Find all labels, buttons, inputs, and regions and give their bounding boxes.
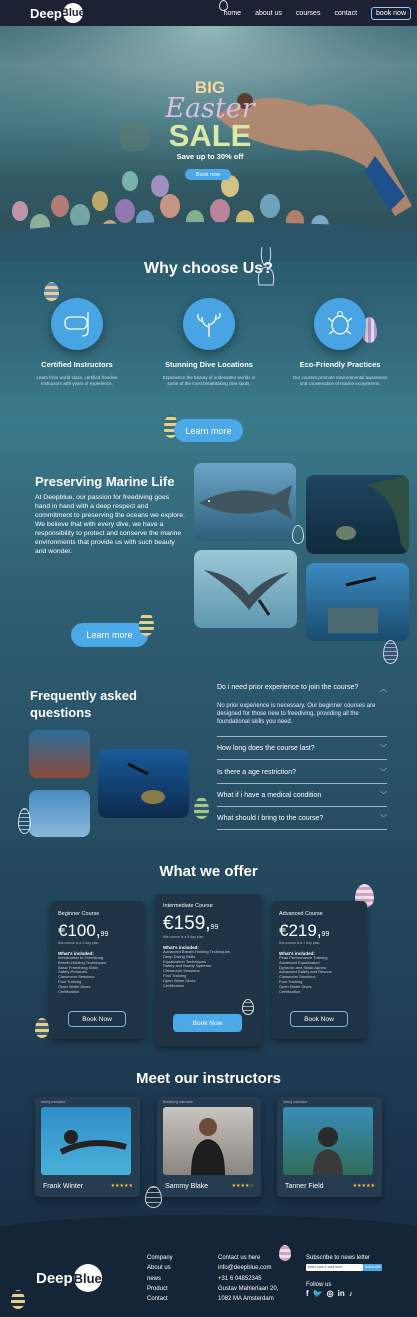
feature-title: Stunning Dive Locations: [165, 360, 253, 369]
faq-item[interactable]: Is there a age restriction? ﹀: [217, 761, 387, 784]
nav-about[interactable]: about us: [255, 9, 282, 17]
hero-subtitle: Save up to 30% off: [176, 152, 244, 161]
feature-desc: Our courses promote environmental awareness and conservation of marine ecosystems.: [292, 375, 388, 386]
instructor-photo: [283, 1107, 373, 1175]
course-card-beginner: Beginner Course €100,99 this course is a 3 day plan What's included: Introduction to Freediving Breath-Holding Techniques Basic Freediving Skills Safety Protocols Classroom Sessions Pool Training Open Water Dives Certification Book Now: [50, 901, 145, 1039]
easter-egg-icon: [145, 1186, 162, 1208]
faq-item[interactable]: How long does the course last? ﹀: [217, 737, 387, 760]
top-nav: [0, 0, 417, 26]
chevron-down-icon: ﹀: [380, 792, 387, 799]
turtle-icon: [314, 298, 366, 350]
easter-egg-icon: [139, 612, 154, 636]
easter-egg-icon: [242, 999, 254, 1015]
nav-home[interactable]: home: [223, 9, 242, 17]
course-items: Peak Performance Training Advanced Equalization Dynamic and Static Apnea Advanced Safety and Rescue Classroom Sessions Pool Training Open Water Dives Certification: [279, 955, 332, 994]
feature-desc: Experience the beauty of underwater worlds in some of the most breathtaking dive spots.: [162, 375, 256, 386]
feature-locations: [159, 298, 259, 386]
nav-courses[interactable]: courses: [295, 9, 321, 17]
instructor-card[interactable]: diving instructor Tanner Field ★★★★★: [277, 1097, 382, 1197]
shipwreck-diver-photo: [306, 563, 409, 641]
turtle-photo: [306, 475, 409, 554]
why-learn-more-button[interactable]: Learn more: [174, 419, 243, 442]
bunny-icon: [256, 245, 278, 287]
easter-egg-icon: [194, 797, 209, 819]
feature-instructors: [27, 298, 127, 386]
rating-stars: ★★★★★: [110, 1183, 133, 1189]
reef-diver-photo: [29, 730, 90, 778]
rating-stars: ★★★★★: [352, 1183, 375, 1189]
faq-title: Frequently asked questions: [30, 688, 137, 720]
marine-learn-more-button[interactable]: Learn more: [71, 623, 148, 647]
feature-eco: [290, 298, 390, 386]
faq-item-open[interactable]: [217, 684, 387, 737]
course-items: Advanced Breath-Holding Techniques Deep Diving Skills Equalization Techniques Safety and Buddy Systems Classroom Sessions Pool Training Open Water Dives Certification: [163, 949, 230, 988]
hero-big: BIG: [194, 78, 226, 97]
chevron-down-icon: ﹀: [380, 815, 387, 822]
linkedin-icon[interactable]: in: [337, 1289, 345, 1298]
why-title: Why choose Us?: [144, 260, 273, 277]
whale-shark-photo: [194, 463, 296, 541]
nav-contact[interactable]: contact: [334, 9, 358, 17]
logo-badge: Blue: [63, 3, 83, 23]
coral-icon: [183, 298, 235, 350]
chevron-down-icon: ﹀: [380, 769, 387, 776]
feature-title: Certified Instructors: [41, 360, 113, 369]
tiktok-icon[interactable]: ♪: [348, 1289, 353, 1298]
price: €219,99: [279, 921, 330, 940]
social-links: [306, 1289, 353, 1298]
easter-egg-icon: [11, 1290, 25, 1309]
logo[interactable]: Deep Blue: [30, 3, 83, 23]
faq-question[interactable]: Do i need prior experience to join the course?: [217, 684, 359, 691]
course-card-advanced: Advanced Course €219,99 this course is a 7 day plan What's included: Peak Performance Training Advanced Equalization Dynamic and Static Apnea Advanced Safety and Rescue Classroom Sessions Pool Training Open Water Dives Certification Book Now: [271, 901, 367, 1039]
easter-egg-icon: [292, 525, 304, 544]
subscribe-button[interactable]: Subscribe: [365, 1265, 381, 1269]
instructor-photo: [41, 1107, 131, 1175]
footer-contact: Contact us here info@deepblue.com +31 6 04852345 Gustav Mahlerlaan 20, 1082 MA Amsterdam: [218, 1255, 279, 1303]
faq-answer: No prior experience is necessary. Our beginner courses are designed for those new to freediving, providing all the foundational skills you need.: [217, 703, 376, 725]
newsletter-email-input[interactable]: enter your e-mail here: [306, 1264, 363, 1271]
feature-title: Eco-Friendly Practices: [299, 360, 381, 369]
easter-egg-icon: [279, 1245, 291, 1261]
follow-us-label: Follow us: [306, 1282, 332, 1288]
facebook-icon[interactable]: f: [306, 1289, 309, 1298]
chevron-down-icon: ﹀: [380, 745, 387, 752]
course-card-intermediate: Intermediate Course €159,99 this course is a 5 day plan What's included: Advanced Breath-Holding Techniques Deep Diving Skills Equalization Techniques Safety and Buddy Systems Classroom Sessions Pool Training Open Water Dives Certification Book Now: [155, 894, 262, 1046]
wreck-diver-photo: [29, 790, 90, 837]
feature-desc: Learn from world-class, certified freedive instructors with years of experience.: [36, 375, 118, 386]
instructor-card[interactable]: Breathing instructor Sammy Blake ★★★★☆: [157, 1097, 261, 1197]
manta-ray-photo: [194, 550, 297, 628]
easter-egg-icon: [18, 808, 31, 834]
faq-item[interactable]: What if i have a medical condition ﹀: [217, 784, 387, 807]
turtle-diver-photo: [98, 749, 189, 818]
instructor-card[interactable]: diving instructor Frank Winter ★★★★★: [35, 1097, 140, 1197]
rating-stars: ★★★★☆: [231, 1183, 254, 1189]
marine-body: At Deepblue, our passion for freediving goes hand in hand with a deep respect and commitment to preserving the oceans we explore. We believe that with every dive, we have a responsibility to protect and conserve the marine environments that provide us with such beauty and wonder.: [35, 494, 185, 555]
hero-easter: Easter: [165, 93, 255, 124]
book-now-button[interactable]: Book Now: [173, 1014, 242, 1032]
easter-egg-icon: [383, 640, 398, 664]
book-now-button[interactable]: Book Now: [290, 1011, 348, 1027]
instructors-title: Meet our instructors: [135, 1070, 282, 1087]
price: €100,99: [58, 921, 109, 940]
marine-title: Preserving Marine Life: [35, 474, 175, 489]
snorkel-mask-icon: [51, 298, 103, 350]
instagram-icon[interactable]: ◎: [326, 1289, 334, 1298]
hero-book-button[interactable]: Book now: [185, 169, 231, 180]
footer-company-links: Company About us news Product Contact: [147, 1255, 173, 1303]
book-now-button[interactable]: Book Now: [68, 1011, 126, 1027]
course-items: Introduction to Freediving Breath-Holding Techniques Basic Freediving Skills Safety Protocols Classroom Sessions Pool Training Open Water Dives Certification: [58, 955, 106, 994]
footer-newsletter: Subscribe to news letter: [306, 1255, 371, 1261]
instructor-photo: [163, 1107, 253, 1175]
footer-logo[interactable]: Deep Blue: [36, 1264, 102, 1292]
hero-sale: SALE: [168, 118, 252, 153]
hero-banner: [0, 26, 417, 246]
offer-title: What we offer: [159, 863, 258, 880]
price: €159,99: [163, 913, 219, 934]
nav-book-button[interactable]: book now: [371, 7, 411, 20]
faq-item[interactable]: What should i bring to the course? ﹀: [217, 807, 387, 830]
hero-wave: [0, 222, 417, 262]
chevron-up-icon[interactable]: ︿: [380, 686, 387, 693]
easter-egg-icon: [35, 1018, 49, 1038]
easter-egg-icon: [219, 0, 228, 11]
twitter-icon[interactable]: 🐦: [312, 1289, 323, 1298]
